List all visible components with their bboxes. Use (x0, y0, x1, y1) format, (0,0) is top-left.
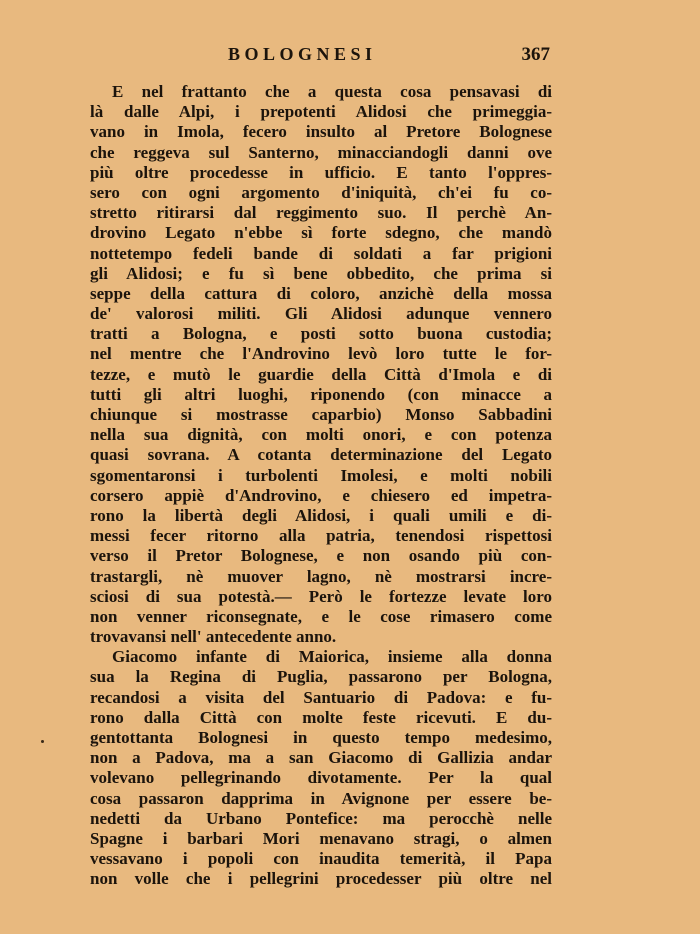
text-line: nottetempo fedeli bande di soldati a far prigioni (90, 243, 552, 263)
text-line: quasi sovrana. A cotanta determinazione del Legato (90, 445, 552, 465)
text-line: non venner riconsegnate, e le cose rimasero come (90, 606, 552, 626)
text-line: nel mentre che l'Androvino levò loro tutte le for- (90, 344, 552, 364)
text-line: rono la libertà degli Alidosi, i quali umili e di- (90, 505, 552, 525)
text-line: Giacomo infante di Maiorica, insieme alla donna (112, 647, 552, 667)
text-line: nella sua dignità, con molti onori, e con potenza (90, 425, 552, 445)
text-line: tezze, e mutò le guardie della Città d'Imola e di (90, 364, 552, 384)
text-line: non volle che i pellegrini procedesser più oltre nel (90, 869, 552, 889)
running-head (90, 40, 552, 70)
text-line: là dalle Alpi, i prepotenti Alidosi che primeggia- (90, 102, 552, 122)
body-text (90, 82, 552, 890)
text-line: seppe della cattura di coloro, anzichè della mossa (90, 283, 552, 303)
text-line: corsero appiè d'Androvino, e chiesero ed impetra- (90, 485, 552, 505)
text-line: sua la Regina di Puglia, passarono per Bologna, (90, 667, 552, 687)
text-line: chiunque si mostrasse caparbio) Monso Sabbadini (90, 405, 552, 424)
margin-mark (41, 740, 44, 743)
page-number: 367 (521, 44, 550, 65)
text-line: volevano pellegrinando divotamente. Per la qual (90, 768, 552, 788)
text-line: E nel frattanto che a questa cosa pensavasi di (112, 82, 552, 101)
text-line: nedetti da Urbano Pontefice: ma perocchè nelle (90, 808, 552, 828)
text-line: trovavansi nell' antecedente anno. (90, 627, 337, 647)
text-line: rono dalla Città con molte feste ricevuti. E du- (90, 707, 552, 727)
text-line: gli Alidosi; e fu sì bene obbedito, che prima si (90, 263, 552, 283)
text-line: Spagne i barbari Mori menavano stragi, o almen (90, 828, 552, 848)
text-line: vessavano i popoli con inaudita temerità, il Papa (90, 849, 552, 869)
text-line: sciosi di sua potestà.— Però le fortezze levate loro (90, 586, 552, 606)
text-line: più oltre procedesse in ufficio. E tanto l'oppres- (90, 162, 552, 182)
text-line: tutti gli altri luoghi, riponendo (con minacce a (90, 384, 552, 404)
text-line: de' valorosi militi. Gli Alidosi adunque vennero (90, 304, 552, 324)
text-line: stretto ritirarsi dal reggimento suo. Il perchè An- (90, 203, 552, 223)
text-line: messi fecer ritorno alla patria, tenendosi rispettosi (90, 526, 552, 546)
text-line: non a Padova, ma a san Giacomo di Gallizia andar (90, 748, 552, 768)
text-line: vano in Imola, fecero insulto al Pretore Bolognese (90, 122, 552, 142)
text-line: recandosi a visita del Santuario di Padova: e fu- (90, 687, 552, 707)
text-line: che reggeva sul Santerno, minacciandogli danni ove (90, 142, 552, 162)
running-title: BOLOGNESI (228, 44, 377, 64)
text-line: verso il Pretor Bolognese, e non osando più con- (90, 546, 552, 566)
text-line: trastargli, nè muover lagno, nè mostrarsi incre- (90, 566, 552, 586)
text-line: sgomentaronsi i turbolenti Imolesi, e molti nobili (90, 465, 552, 485)
text-line: gentottanta Bolognesi in questo tempo medesimo, (90, 728, 552, 747)
text-line: drovino Legato n'ebbe sì forte sdegno, che mandò (90, 223, 552, 243)
text-line: cosa passaron dapprima in Avignone per essere be- (90, 788, 552, 808)
text-line: tratti a Bologna, e posti sotto buona custodia; (90, 324, 552, 344)
text-line: sero con ogni argomento d'iniquità, ch'ei fu co- (90, 182, 552, 202)
